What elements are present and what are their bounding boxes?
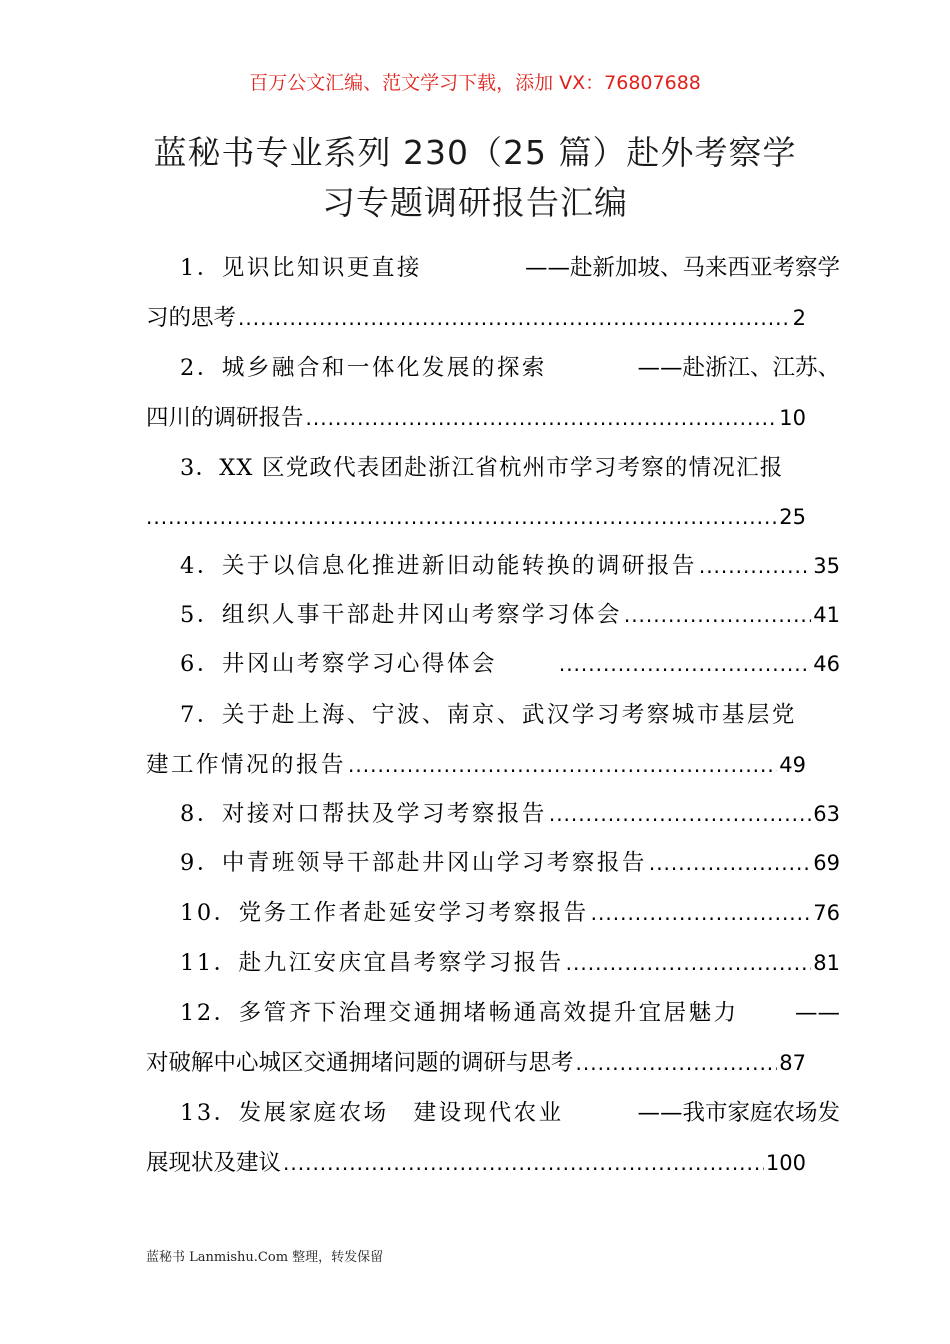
page-footer: 蓝秘书 Lanmishu.Com 整理，转发保留 — [146, 1250, 384, 1265]
toc-text-continued: 建工作情况的报告 — [146, 752, 347, 778]
toc-number: 9． — [180, 850, 222, 876]
toc-number: 11． — [180, 950, 239, 976]
toc-entry-3-continued[interactable] — [146, 500, 806, 534]
toc-entry-7[interactable] — [146, 698, 840, 732]
toc-text-continued: 展现状及建议 — [146, 1150, 282, 1176]
page-number: 76 — [813, 901, 840, 925]
page-number: 63 — [813, 802, 840, 826]
toc-text: 井冈山考察学习心得体会 — [221, 651, 497, 677]
toc-entry-13-continued[interactable] — [146, 1146, 806, 1180]
title-line-1: 蓝秘书专业系列 230（25 篇）赴外考察学 — [153, 133, 797, 172]
toc-entry-1[interactable] — [146, 251, 840, 285]
toc-entry-4[interactable] — [146, 549, 840, 583]
leader-dots — [624, 598, 811, 632]
toc-subtitle: ——赴浙江、江苏、 — [637, 355, 840, 381]
leader-dots — [238, 301, 791, 335]
leader-dots — [559, 647, 811, 681]
toc-number: 1． — [180, 255, 222, 281]
toc-number: 4． — [180, 553, 222, 579]
toc-text: 关于以信息化推进新旧动能转换的调研报告 — [221, 553, 697, 579]
page-number: 46 — [813, 652, 840, 676]
leader-dots — [283, 1146, 764, 1180]
title-line-2: 习专题调研报告汇编 — [322, 183, 628, 222]
toc-entry-2[interactable] — [146, 351, 840, 385]
toc-text-continued: 习的思考 — [146, 305, 237, 331]
leader-dots — [591, 896, 812, 930]
leader-dots — [649, 846, 811, 880]
toc-entry-9[interactable] — [146, 846, 840, 880]
page-number: 69 — [813, 851, 840, 875]
toc-text: 赴九江安庆宜昌考察学习报告 — [238, 950, 564, 976]
toc-number: 10． — [180, 900, 239, 926]
page-number: 25 — [779, 505, 806, 529]
page-number: 81 — [813, 951, 840, 975]
page-number: 35 — [813, 554, 840, 578]
toc-subtitle: ——我市家庭农场发 — [637, 1100, 840, 1126]
page-number: 10 — [779, 406, 806, 430]
leader-dots — [566, 946, 812, 980]
toc-entry-10[interactable] — [146, 896, 840, 930]
toc-number: 13． — [180, 1100, 239, 1126]
toc-text: XX 区党政代表团赴浙江省杭州市学习考察的情况汇报 — [219, 455, 784, 481]
leader-dots — [146, 500, 777, 534]
toc-entry-5[interactable] — [146, 598, 840, 632]
toc-subtitle: —— — [795, 1000, 840, 1026]
toc-number: 12． — [180, 1000, 239, 1026]
toc-text: 见识比知识更直接 — [221, 255, 422, 281]
page-number: 100 — [765, 1151, 806, 1175]
toc-text: 组织人事干部赴井冈山考察学习体会 — [221, 602, 622, 628]
toc-entry-3[interactable] — [146, 451, 840, 485]
leader-dots — [576, 1046, 778, 1080]
page-number: 41 — [813, 603, 840, 627]
page-number: 49 — [779, 753, 806, 777]
toc-entry-2-continued[interactable] — [146, 401, 806, 435]
toc-entry-7-continued[interactable] — [146, 748, 806, 782]
toc-entry-1-continued[interactable] — [146, 301, 806, 335]
leader-dots — [306, 401, 778, 435]
promo-banner: 百万公文汇编、范文学习下载，添加 VX：76807688 — [249, 72, 701, 94]
toc-text: 发展家庭农场 建设现代农业 — [238, 1100, 564, 1126]
toc-number: 7． — [180, 702, 222, 728]
toc-text: 多管齐下治理交通拥堵畅通高效提升宜居魅力 — [238, 1000, 739, 1026]
toc-entry-12[interactable] — [146, 996, 840, 1030]
toc-subtitle: ——赴新加坡、马来西亚考察学 — [524, 255, 840, 281]
page-number: 87 — [779, 1051, 806, 1075]
leader-dots — [348, 748, 777, 782]
toc-text: 对接对口帮扶及学习考察报告 — [221, 801, 547, 827]
toc-number: 3． — [180, 455, 220, 481]
toc-number: 5． — [180, 602, 222, 628]
page-number: 2 — [792, 306, 806, 330]
leader-dots — [549, 797, 811, 831]
toc-text: 关于赴上海、宁波、南京、武汉学习考察城市基层党 — [221, 702, 797, 728]
toc-text-continued: 对破解中心城区交通拥堵问题的调研与思考 — [146, 1050, 574, 1076]
toc-entry-11[interactable] — [146, 946, 840, 980]
toc-text-continued: 四川的调研报告 — [146, 405, 304, 431]
toc-number: 6． — [180, 651, 222, 677]
toc-entry-13[interactable] — [146, 1096, 840, 1130]
leader-dots — [699, 549, 811, 583]
toc-number: 2． — [180, 355, 222, 381]
document-title — [140, 128, 810, 228]
toc-text: 中青班领导干部赴井冈山学习考察报告 — [221, 850, 647, 876]
toc-number: 8． — [180, 801, 222, 827]
toc-entry-6[interactable] — [146, 647, 840, 681]
toc-text: 城乡融合和一体化发展的探索 — [221, 355, 547, 381]
toc-text: 党务工作者赴延安学习考察报告 — [238, 900, 589, 926]
toc-entry-12-continued[interactable] — [146, 1046, 806, 1080]
toc-entry-8[interactable] — [146, 797, 840, 831]
